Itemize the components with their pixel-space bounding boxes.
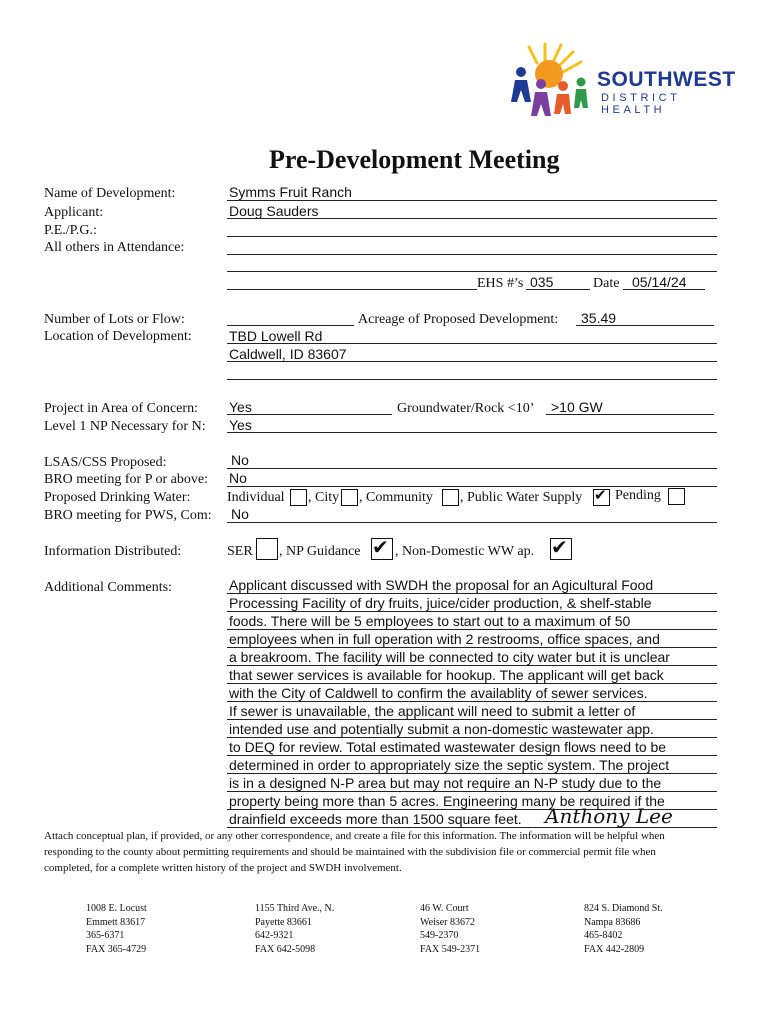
comment-rule bbox=[227, 647, 717, 648]
ehs-value[interactable]: 035 bbox=[530, 274, 554, 290]
lsas-line bbox=[227, 468, 717, 469]
office-city: Nampa 83686 bbox=[584, 916, 641, 928]
comment-line: property being more than 5 acres. Engineering many be required if the bbox=[229, 793, 665, 809]
individual-checkbox[interactable] bbox=[290, 489, 307, 506]
label-date: Date bbox=[593, 276, 620, 291]
groundwater-line bbox=[546, 414, 714, 415]
date-value[interactable]: 05/14/24 bbox=[632, 274, 687, 290]
label-np-guidance: , NP Guidance bbox=[279, 544, 361, 559]
location-line-3[interactable] bbox=[227, 379, 717, 380]
label-city: , City bbox=[308, 490, 340, 505]
office-fax: FAX 642-5098 bbox=[255, 943, 316, 955]
location-line2-value[interactable]: Caldwell, ID 83607 bbox=[229, 346, 347, 362]
office-fax: FAX 365-4729 bbox=[86, 943, 147, 955]
comment-line: is in a designed N-P area but may not require an N-P study due to the bbox=[229, 775, 662, 791]
label-name-of-development: Name of Development: bbox=[44, 186, 176, 201]
level1-line bbox=[227, 432, 717, 433]
office-street: 46 W. Court bbox=[420, 903, 469, 914]
attendance-line-3[interactable] bbox=[227, 289, 477, 290]
level1-value[interactable]: Yes bbox=[229, 417, 252, 433]
office-fax: FAX 442-2809 bbox=[584, 943, 645, 955]
label-additional: Additional Comments: bbox=[44, 580, 172, 595]
office-nampa bbox=[584, 902, 663, 956]
page-title: Pre-Development Meeting bbox=[269, 145, 560, 174]
attach-instructions: Attach conceptual plan, if provided, or any other correspondence, and create a file for this information. The information will be helpful when responding to the county about permitting requirements and should be maintained with the subdivision file or commercial permit file when completed, for a complete written history of the project and SWDH involvement. bbox=[44, 830, 665, 874]
comment-line: drainfield exceeds more than 1500 square feet. bbox=[229, 811, 522, 827]
comment-rule bbox=[227, 773, 717, 774]
city-checkbox[interactable] bbox=[341, 489, 358, 506]
date-line bbox=[623, 289, 705, 290]
comment-rule bbox=[227, 791, 717, 792]
attendance-line-2[interactable] bbox=[227, 271, 717, 272]
ehs-line bbox=[526, 289, 590, 290]
concern-line bbox=[227, 414, 392, 415]
comment-line: intended use and potentially submit a non-domestic wastewater app. bbox=[229, 721, 654, 737]
comment-rule bbox=[227, 737, 717, 738]
lots-line[interactable] bbox=[227, 325, 354, 326]
label-pws: , Public Water Supply bbox=[460, 490, 583, 505]
label-all-others: All others in Attendance: bbox=[44, 240, 185, 255]
comment-rule bbox=[227, 611, 717, 612]
comment-rule bbox=[227, 665, 717, 666]
nondomestic-check-icon: ✔ bbox=[551, 535, 568, 559]
ser-checkbox[interactable] bbox=[256, 538, 278, 560]
comment-rule bbox=[227, 593, 717, 594]
logo-figures-icon bbox=[505, 40, 600, 120]
comment-rule bbox=[227, 719, 717, 720]
office-phone: 465-8402 bbox=[584, 930, 623, 941]
label-groundwater: Groundwater/Rock <10’ bbox=[397, 401, 535, 416]
office-phone: 549-2370 bbox=[420, 930, 459, 941]
name-of-development-value[interactable]: Symms Fruit Ranch bbox=[229, 184, 352, 200]
label-ser: SER bbox=[227, 544, 253, 559]
lsas-value[interactable]: No bbox=[231, 452, 249, 468]
bro-p-value[interactable]: No bbox=[229, 470, 247, 486]
office-phone: 365-6371 bbox=[86, 930, 125, 941]
label-info: Information Distributed: bbox=[44, 544, 182, 559]
applicant-value[interactable]: Doug Sauders bbox=[229, 203, 319, 219]
label-ehs: EHS #’s bbox=[477, 276, 524, 291]
attendance-line-1[interactable] bbox=[227, 254, 717, 255]
office-city: Emmett 83617 bbox=[86, 916, 146, 928]
comment-line: employees when in full operation with 2 restrooms, office spaces, and bbox=[229, 631, 660, 647]
location-line-1 bbox=[227, 343, 717, 344]
label-community: , Community bbox=[359, 490, 433, 505]
location-line-2 bbox=[227, 361, 717, 362]
label-level1: Level 1 NP Necessary for N: bbox=[44, 419, 206, 434]
comment-line: that sewer services is available for hookup. The applicant will get back bbox=[229, 667, 664, 683]
label-lots: Number of Lots or Flow: bbox=[44, 312, 185, 327]
office-street: 824 S. Diamond St. bbox=[584, 903, 663, 914]
comment-line: determined in order to appropriately size the septic system. The project bbox=[229, 757, 670, 773]
label-acreage: Acreage of Proposed Development: bbox=[358, 312, 559, 327]
concern-value[interactable]: Yes bbox=[229, 399, 252, 415]
label-pending: Pending bbox=[615, 488, 661, 503]
label-individual: Individual bbox=[227, 490, 285, 505]
bro-p-line bbox=[227, 486, 717, 487]
label-bro-p: BRO meeting for P or above: bbox=[44, 472, 208, 487]
comment-rule bbox=[227, 683, 717, 684]
bro-pws-value[interactable]: No bbox=[231, 506, 249, 522]
comment-line: If sewer is unavailable, the applicant will need to submit a letter of bbox=[229, 703, 636, 719]
label-nondomestic: , Non-Domestic WW ap. bbox=[395, 544, 535, 559]
pepg-line[interactable] bbox=[227, 236, 717, 237]
label-lsas: LSAS/CSS Proposed: bbox=[44, 455, 167, 470]
office-phone: 642-9321 bbox=[255, 930, 294, 941]
office-emmett bbox=[86, 902, 147, 956]
office-city: Payette 83661 bbox=[255, 916, 312, 928]
label-bro-pws: BRO meeting for PWS, Com: bbox=[44, 508, 212, 523]
groundwater-value[interactable]: >10 GW bbox=[551, 399, 603, 415]
comment-rule bbox=[227, 629, 717, 630]
np-guidance-check-icon: ✔ bbox=[372, 535, 389, 559]
logo-name: SOUTHWEST bbox=[597, 68, 736, 91]
pws-check-icon: ✔ bbox=[594, 486, 607, 504]
label-location: Location of Development: bbox=[44, 329, 192, 344]
office-payette bbox=[255, 902, 334, 956]
signature: Anthony Lee bbox=[545, 804, 673, 828]
office-fax: FAX 549-2371 bbox=[420, 943, 481, 955]
pending-checkbox[interactable] bbox=[668, 488, 685, 505]
comment-line: Processing Facility of dry fruits, juice/cider production, & shelf-stable bbox=[229, 595, 652, 611]
comment-line: foods. There will be 5 employees to start out to a maximum of 50 bbox=[229, 613, 631, 629]
comment-rule bbox=[227, 701, 717, 702]
label-applicant: Applicant: bbox=[44, 205, 104, 220]
logo bbox=[505, 40, 736, 120]
office-city: Weiser 83672 bbox=[420, 916, 476, 928]
office-weiser bbox=[420, 902, 480, 956]
label-pepg: P.E./P.G.: bbox=[44, 223, 97, 238]
community-checkbox[interactable] bbox=[442, 489, 459, 506]
acreage-value[interactable]: 35.49 bbox=[581, 310, 617, 326]
comment-line: a breakroom. The facility will be connected to city water but it is unclear bbox=[229, 649, 670, 665]
bro-pws-line bbox=[227, 522, 717, 523]
logo-subname: DISTRICT HEALTH bbox=[601, 92, 681, 116]
applicant-line bbox=[227, 218, 717, 219]
comment-line: to DEQ for review. Total estimated wastewater design flows need to be bbox=[229, 739, 667, 755]
comment-line: with the City of Caldwell to confirm the availablity of sewer services. bbox=[229, 685, 648, 701]
acreage-line bbox=[576, 325, 714, 326]
location-line1-value[interactable]: TBD Lowell Rd bbox=[229, 328, 323, 344]
office-street: 1008 E. Locust bbox=[86, 903, 147, 914]
comment-rule bbox=[227, 755, 717, 756]
label-drinking-water: Proposed Drinking Water: bbox=[44, 490, 191, 505]
name-of-development-line bbox=[227, 200, 717, 201]
office-street: 1155 Third Ave., N. bbox=[255, 903, 335, 914]
comment-line: Applicant discussed with SWDH the proposal for an Agicultural Food bbox=[229, 577, 654, 593]
label-concern: Project in Area of Concern: bbox=[44, 401, 198, 416]
